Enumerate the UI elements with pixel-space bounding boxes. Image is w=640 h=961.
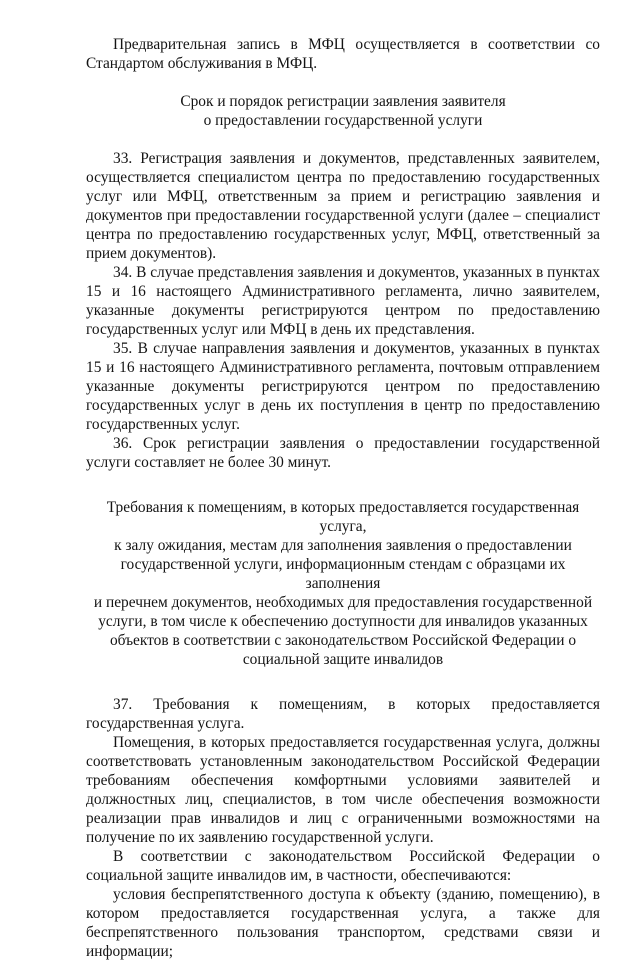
heading-premises-line-2: к залу ожидания, местам для заполнения заявления о предоставлении bbox=[114, 537, 572, 554]
heading-premises-line-7: социальной защите инвалидов bbox=[242, 651, 444, 668]
paragraph-35: 35. В случае направления заявления и документов, указанных в пунктах 15 и 16 настоящего Административного регламента, почтовым отправлением указанные документы регистрируются центром по предоставлению государственных услуг в день их поступления в центр по предоставлению государственных услуг. bbox=[86, 340, 600, 433]
document-page bbox=[86, 35, 600, 961]
heading-registration bbox=[86, 92, 600, 130]
heading-registration-line-1: Срок и порядок регистрации заявления заявителя bbox=[180, 93, 506, 110]
heading-premises bbox=[86, 498, 600, 669]
heading-premises-line-3: государственной услуги, информационным стендам с образцами их заполнения bbox=[120, 556, 566, 592]
paragraph-33: 33. Регистрация заявления и документов, представленных заявителем, осуществляется специалистом центра по предоставлению государственных услуг или МФЦ, ответственным за прием и регистрацию заявления и документов при предоставлении государственной услуги (далее – специалист центра по предоставлению государственных услуг, МФЦ, ответственный за прием документов). bbox=[86, 150, 600, 262]
heading-premises-line-1: Требования к помещениям, в которых предоставляется государственная услуга, bbox=[106, 499, 580, 535]
heading-registration-line-2: о предоставлении государственной услуги bbox=[203, 112, 483, 129]
heading-premises-line-4: и перечнем документов, необходимых для предоставления государственной bbox=[93, 594, 593, 611]
heading-premises-line-5: услуги, в том числе к обеспечению доступности для инвалидов указанных bbox=[98, 613, 588, 630]
paragraph-37-conditions: условия беспрепятственного доступа к объекту (зданию, помещению), в котором предоставляется государственная услуга, а также для беспрепятственного пользования транспортом, средствами связи и информации; bbox=[86, 886, 600, 960]
paragraph-37-accordance: В соответствии с законодательством Российской Федерации о социальной защите инвалидов им, в частности, обеспечиваются: bbox=[86, 848, 600, 884]
paragraph-36: 36. Срок регистрации заявления о предоставлении государственной услуги составляет не более 30 минут. bbox=[86, 435, 600, 471]
heading-premises-line-6: объектов в соответствии с законодательством Российской Федерации о bbox=[109, 632, 577, 649]
paragraph-37: 37. Требования к помещениям, в которых предоставляется государственная услуга. bbox=[86, 696, 600, 732]
paragraph-37-premises: Помещения, в которых предоставляется государственная услуга, должны соответствовать установленным законодательством Российской Федерации требованиям обеспечения комфортными условиями заявителей и должностных лиц, специалистов, в том числе обеспечения возможности реализации прав инвалидов и лиц с ограниченными возможностями на получение по их заявлению государственной услуги. bbox=[86, 734, 600, 846]
paragraph-intro: Предварительная запись в МФЦ осуществляется в соответствии со Стандартом обслуживания в МФЦ. bbox=[86, 36, 600, 72]
paragraph-34: 34. В случае представления заявления и документов, указанных в пунктах 15 и 16 настоящего Административного регламента, лично заявителем, указанные документы регистрируются центром по предоставлению государственных услуг или МФЦ в день их представления. bbox=[86, 264, 600, 338]
